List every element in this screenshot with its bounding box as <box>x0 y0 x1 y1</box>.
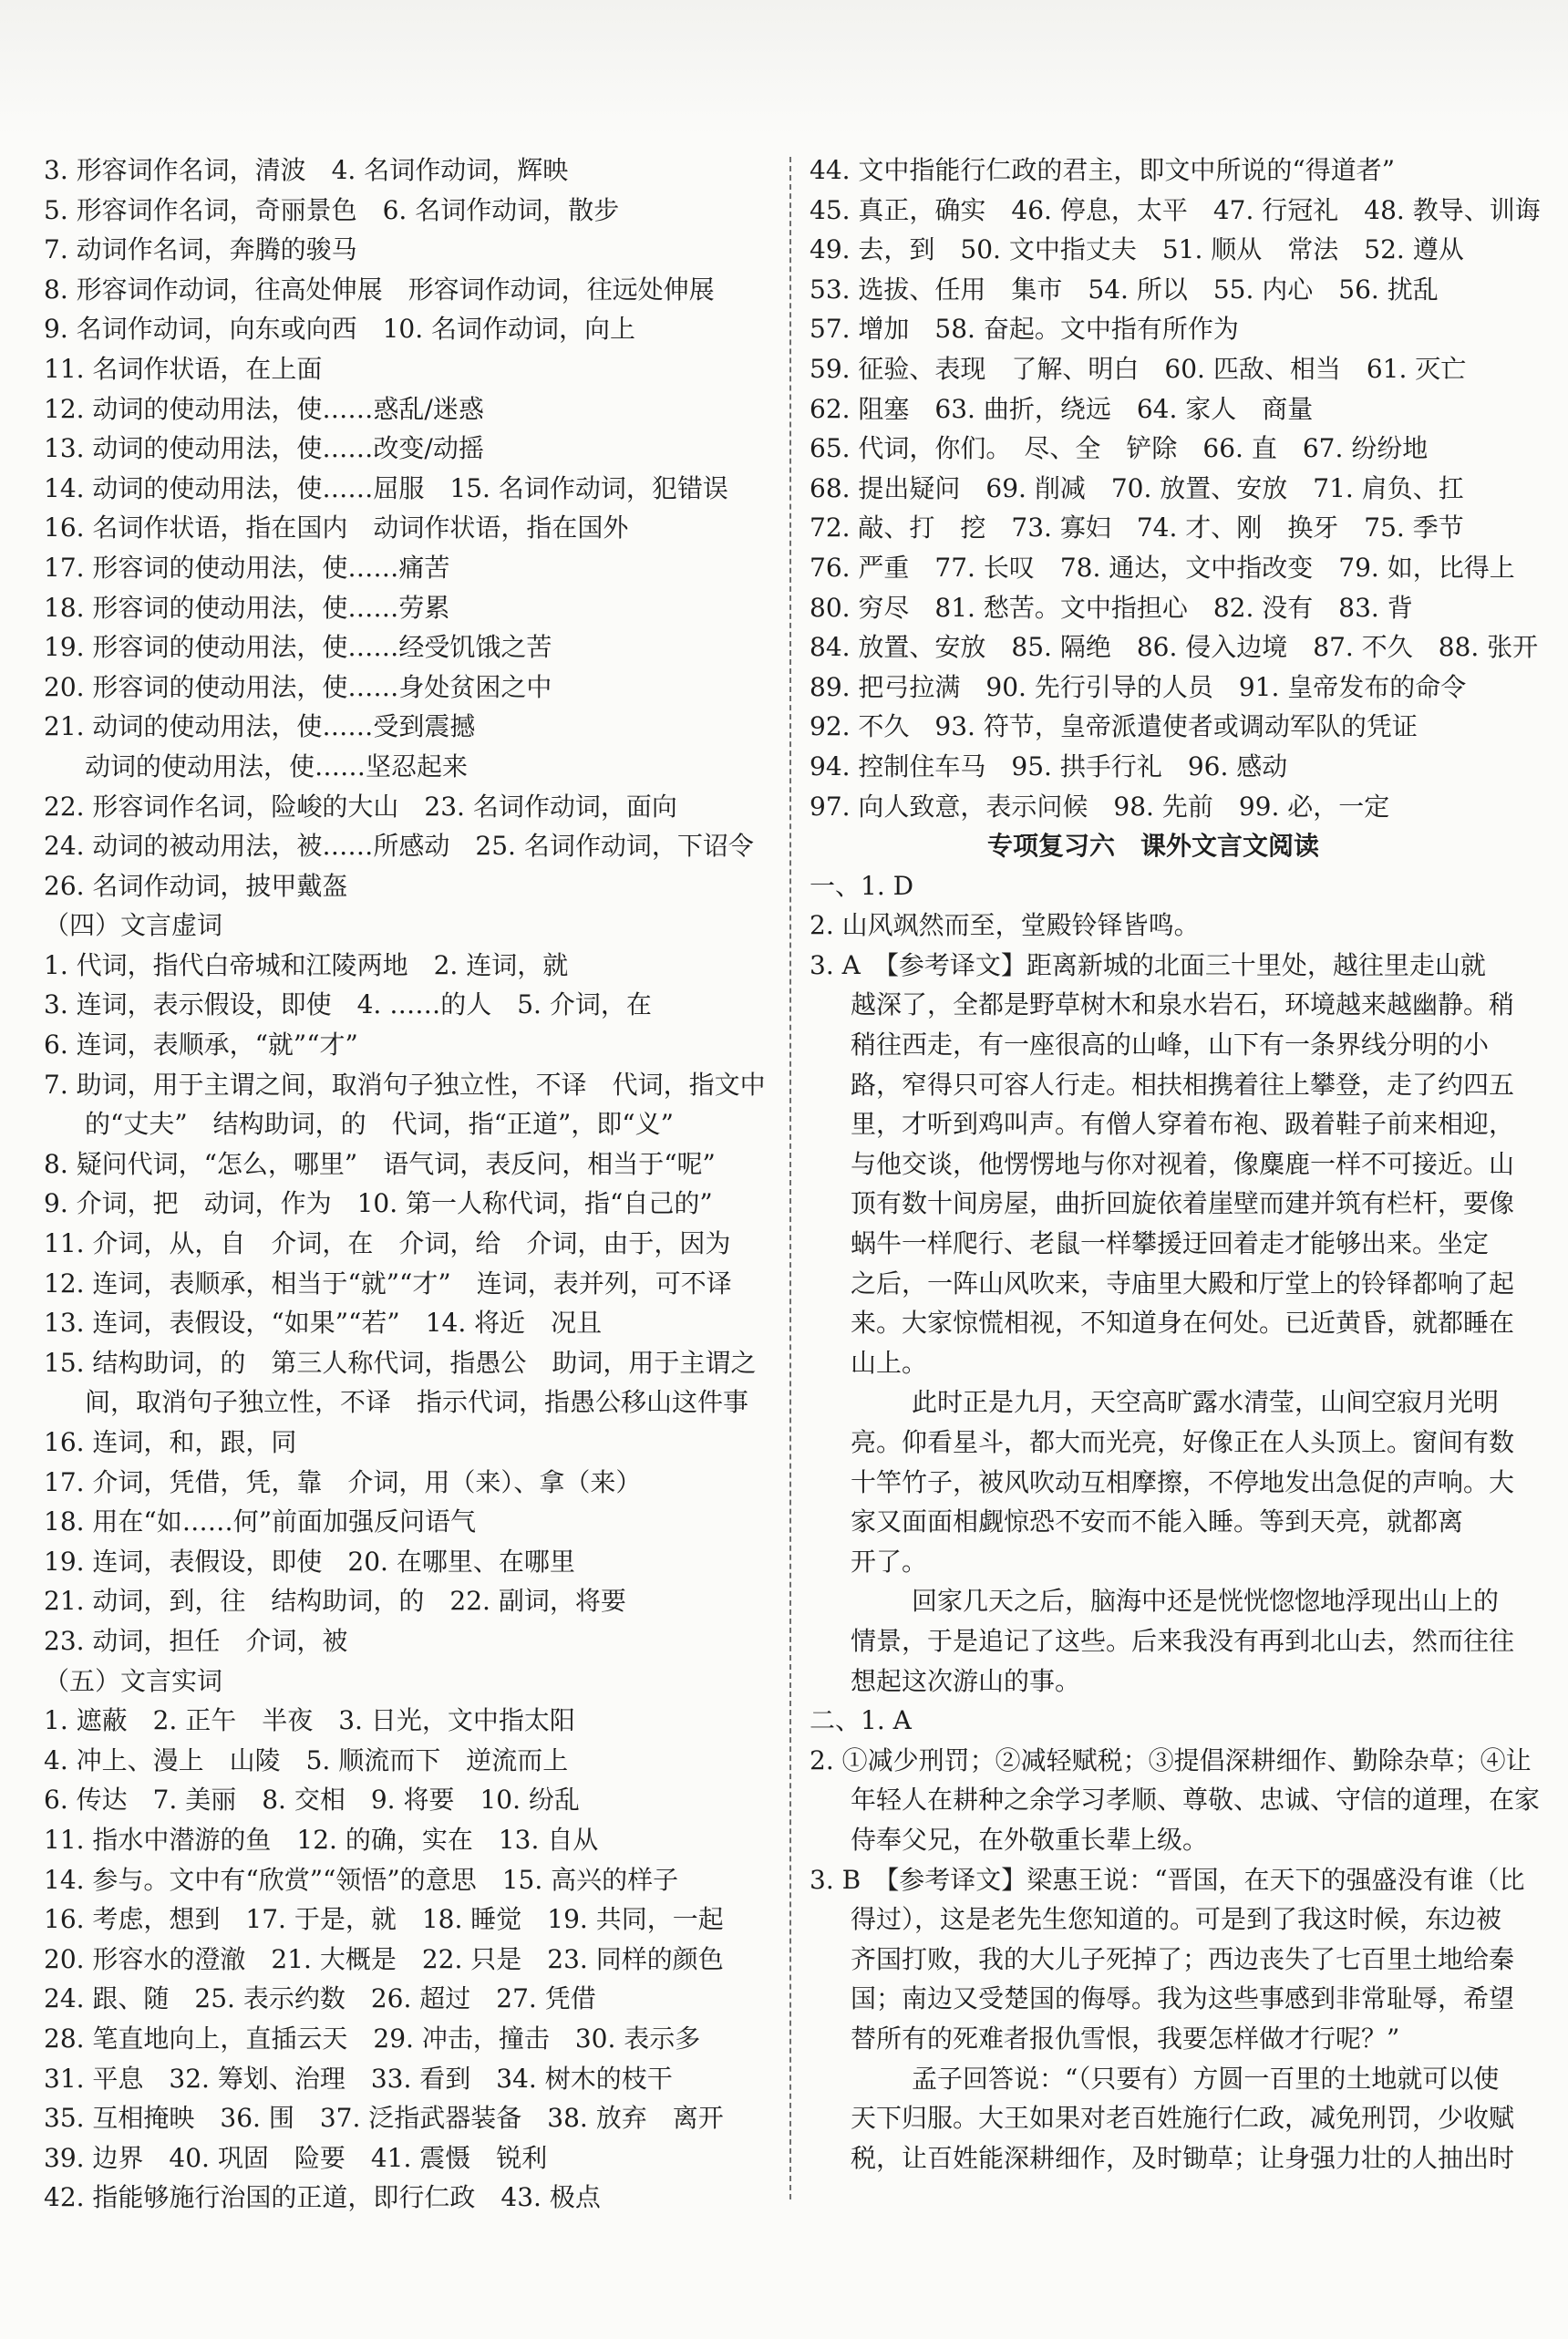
text-line: 1. 遮蔽 2. 正午 半夜 3. 日光，文中指太阳 <box>44 1705 575 1736</box>
text-line: 92. 不久 93. 符节，皇帝派遣使者或调动军队的凭证 <box>810 711 1418 742</box>
text-line: 72. 敲、打 挖 73. 寡妇 74. 才、刚 换牙 75. 季节 <box>810 512 1464 543</box>
text-line: 7. 动词作名词，奔腾的骏马 <box>44 234 357 265</box>
text-line: 8. 疑问代词，“怎么，哪里” 语气词，表反问，相当于“呢” <box>44 1148 716 1179</box>
text-line: 21. 动词，到，往 结构助词，的 22. 副词，将要 <box>44 1586 626 1617</box>
text-line: 4. 冲上、漫上 山陵 5. 顺流而下 逆流而上 <box>44 1744 569 1775</box>
text-line: 84. 放置、安放 85. 隔绝 86. 侵入边境 87. 不久 88. 张开 <box>810 632 1539 663</box>
text-line: 齐国打败，我的大儿子死掉了；西边丧失了七百里土地给秦 <box>851 1943 1515 1974</box>
text-line: 20. 形容水的澄澈 21. 大概是 22. 只是 23. 同样的颜色 <box>44 1943 724 1974</box>
text-line: 的“丈夫” 结构助词，的 代词，指“正道”，即“义” <box>85 1109 674 1140</box>
text-line: 53. 选拔、任用 集市 54. 所以 55. 内心 56. 扰乱 <box>810 274 1439 305</box>
text-line: 16. 考虑，想到 17. 于是，就 18. 睡觉 19. 共同，一起 <box>44 1904 724 1935</box>
text-line: 国；南边又受楚国的侮辱。我为这些事感到非常耻辱，希望 <box>851 1983 1515 2014</box>
text-line: 24. 跟、随 25. 表示约数 26. 超过 27. 凭借 <box>44 1983 596 2014</box>
text-line: 11. 名词作状语，在上面 <box>44 353 323 384</box>
text-line: 14. 参与。文中有“欣赏”“领悟”的意思 15. 高兴的样子 <box>44 1864 679 1895</box>
text-line: 17. 介词，凭借，凭，靠 介词，用（来）、拿（来） <box>44 1466 642 1497</box>
text-line: 11. 指水中潜游的鱼 12. 的确，实在 13. 自从 <box>44 1824 599 1855</box>
text-line: 动词的使动用法，使……坚忍起来 <box>85 750 469 781</box>
text-line: 亮。仰看星斗，都大而光亮，好像正在人头顶上。窗间有数 <box>851 1427 1515 1457</box>
text-line: 65. 代词，你们。 尽、全 铲除 66. 直 67. 纷纷地 <box>810 433 1429 464</box>
text-line: （五）文言实词 <box>44 1665 223 1696</box>
text-line: 6. 连词，表顺承，“就”“才” <box>44 1030 358 1061</box>
text-line: 2. 山风飒然而至，堂殿铃铎皆鸣。 <box>810 910 1200 941</box>
text-line: 3. 连词，表示假设，即使 4. ……的人 5. 介词，在 <box>44 989 652 1020</box>
text-line: 26. 名词作动词，披甲戴盔 <box>44 870 348 901</box>
text-line: 十竿竹子，被风吹动互相摩擦，不停地发出急促的声响。大 <box>851 1466 1515 1497</box>
text-line: 15. 结构助词，的 第三人称代词，指愚公 助词，用于主谓之 <box>44 1347 757 1378</box>
text-line: 一、1. D <box>810 870 914 901</box>
text-line: 17. 形容词的使动用法，使……痛苦 <box>44 552 450 583</box>
text-line: 20. 形容词的使动用法，使……身处贫困之中 <box>44 671 552 702</box>
text-line: 11. 介词，从，自 介词，在 介词，给 介词，由于，因为 <box>44 1228 731 1259</box>
text-line: 76. 严重 77. 长叹 78. 通达，文中指改变 79. 如，比得上 <box>810 552 1515 583</box>
text-line: 28. 笔直地向上，直插云天 29. 冲击，撞击 30. 表示多 <box>44 2023 701 2054</box>
text-line: 越深了，全都是野草树木和泉水岩石，环境越来越幽静。稍 <box>851 989 1515 1020</box>
text-line: 之后，一阵山风吹来，寺庙里大殿和厅堂上的铃铎都响了起 <box>851 1268 1515 1299</box>
text-line: 天下归服。大王如果对老百姓施行仁政，减免刑罚，少收赋 <box>851 2103 1515 2134</box>
text-line: 13. 动词的使动用法，使……改变/动摇 <box>44 433 484 464</box>
text-line: 16. 名词作状语，指在国内 动词作状语，指在国外 <box>44 512 629 543</box>
text-line: 二、1. A <box>810 1705 912 1736</box>
text-line: 5. 形容词作名词，奇丽景色 6. 名词作动词，散步 <box>44 194 620 225</box>
text-line: 31. 平息 32. 筹划、治理 33. 看到 34. 树木的枝干 <box>44 2063 673 2094</box>
text-line: 山上。 <box>851 1347 928 1378</box>
text-line: 94. 控制住车马 95. 拱手行礼 96. 感动 <box>810 750 1288 781</box>
text-line: 3. B 【参考译文】梁惠王说：“晋国，在天下的强盛没有谁（比 <box>810 1864 1525 1895</box>
text-line: 6. 传达 7. 美丽 8. 交相 9. 将要 10. 纷乱 <box>44 1785 580 1816</box>
text-line: 想起这次游山的事。 <box>851 1665 1081 1696</box>
text-line: 89. 把弓拉满 90. 先行引导的人员 91. 皇帝发布的命令 <box>810 671 1467 702</box>
text-line: 45. 真正，确实 46. 停息，太平 47. 行冠礼 48. 教导、训诲 <box>810 194 1541 225</box>
right-column <box>810 150 1541 2178</box>
text-line: 税，让百姓能深耕细作，及时锄草；让身强力壮的人抽出时 <box>851 2142 1515 2173</box>
text-line: 与他交谈，他愣愣地与你对视着，像麋鹿一样不可接近。山 <box>851 1148 1515 1179</box>
text-line: （四）文言虚词 <box>44 910 223 941</box>
page-header-band <box>0 0 1568 137</box>
text-line: 3. A 【参考译文】距离新城的北面三十里处，越往里走山就 <box>810 949 1486 980</box>
text-line: 18. 形容词的使动用法，使……劳累 <box>44 592 450 623</box>
text-line: 57. 增加 58. 奋起。文中指有所作为 <box>810 314 1239 345</box>
text-line: 23. 动词，担任 介词，被 <box>44 1625 348 1656</box>
text-line: 12. 连词，表顺承，相当于“就”“才” 连词，表并列，可不译 <box>44 1268 732 1299</box>
text-line: 19. 形容词的使动用法，使……经受饥饿之苦 <box>44 632 552 663</box>
text-line: 12. 动词的使动用法，使……惑乱/迷惑 <box>44 393 484 424</box>
text-line: 9. 介词，把 动词，作为 10. 第一人称代词，指“自己的” <box>44 1188 713 1219</box>
text-line: 来。大家惊慌相视，不知道身在何处。已近黄昏，就都睡在 <box>851 1308 1515 1339</box>
text-line: 里，才听到鸡叫声。有僧人穿着布袍、趿着鞋子前来相迎， <box>851 1109 1515 1140</box>
text-line: 开了。 <box>851 1546 928 1577</box>
text-line: 7. 助词，用于主谓之间，取消句子独立性，不译 代词，指文中 <box>44 1069 766 1100</box>
column-divider <box>789 157 791 2199</box>
text-line: 97. 向人致意，表示问候 98. 先前 99. 必，一定 <box>810 791 1390 822</box>
text-line: 顶有数十间房屋，曲折回旋依着崖壁而建并筑有栏杆，要像 <box>851 1188 1515 1219</box>
text-line: 年轻人在耕种之余学习孝顺、尊敬、忠诚、守信的道理，在家 <box>851 1785 1541 1816</box>
text-line: 80. 穷尽 81. 愁苦。文中指担心 82. 没有 83. 背 <box>810 592 1413 623</box>
text-line: 42. 指能够施行治国的正道，即行仁政 43. 极点 <box>44 2182 601 2213</box>
text-line: 8. 形容词作动词，往高处伸展 形容词作动词，往远处伸展 <box>44 274 715 305</box>
left-column <box>44 150 773 2218</box>
text-line: 39. 边界 40. 巩固 险要 41. 震慑 锐利 <box>44 2142 548 2173</box>
text-line: 2. ①减少刑罚；②减轻赋税；③提倡深耕细作、勤除杂草；④让 <box>810 1744 1532 1775</box>
text-line: 家又面面相觑惊恐不安而不能入睡。等到天亮，就都离 <box>851 1506 1464 1537</box>
text-line: 1. 代词，指代白帝城和江陵两地 2. 连词，就 <box>44 949 569 980</box>
text-line: 14. 动词的使动用法，使……屈服 15. 名词作动词，犯错误 <box>44 472 728 503</box>
text-line: 路，窄得只可容人行走。相扶相携着往上攀登，走了约四五 <box>851 1069 1515 1100</box>
text-line: 16. 连词，和，跟，同 <box>44 1427 297 1457</box>
text-line: 62. 阻塞 63. 曲折，绕远 64. 家人 商量 <box>810 393 1314 424</box>
text-line: 此时正是九月，天空高旷露水清莹，山间空寂月光明 <box>912 1387 1500 1418</box>
text-line: 68. 提出疑问 69. 削减 70. 放置、安放 71. 肩负、扛 <box>810 472 1464 503</box>
text-line: 回家几天之后，脑海中还是恍恍惚惚地浮现出山上的 <box>912 1586 1500 1617</box>
text-line: 35. 互相掩映 36. 围 37. 泛指武器装备 38. 放弃 离开 <box>44 2103 724 2134</box>
text-line: 18. 用在“如……何”前面加强反问语气 <box>44 1506 477 1537</box>
text-line: 44. 文中指能行仁政的君主，即文中所说的“得道者” <box>810 155 1396 185</box>
text-line: 3. 形容词作名词，清波 4. 名词作动词，辉映 <box>44 155 569 185</box>
text-line: 24. 动词的被动用法，被……所感动 25. 名词作动词，下诏令 <box>44 831 754 862</box>
text-line: 59. 征验、表现 了解、明白 60. 匹敌、相当 61. 灭亡 <box>810 353 1467 384</box>
text-line: 13. 连词，表假设，“如果”“若” 14. 将近 况且 <box>44 1308 603 1339</box>
text-line: 9. 名词作动词，向东或向西 10. 名词作动词，向上 <box>44 314 636 345</box>
text-line: 22. 形容词作名词，险峻的大山 23. 名词作动词，面向 <box>44 791 677 822</box>
text-line: 情景，于是追记了这些。后来我没有再到北山去，然而往往 <box>851 1625 1515 1656</box>
text-line: 替所有的死难者报仇雪恨，我要怎样做才行呢？” <box>851 2023 1400 2054</box>
text-line: 蜗牛一样爬行、老鼠一样攀援迂回着走才能够出来。坐定 <box>851 1228 1490 1259</box>
text-line: 49. 去，到 50. 文中指丈夫 51. 顺从 常法 52. 遵从 <box>810 234 1464 265</box>
text-line: 稍往西走，有一座很高的山峰，山下有一条界线分明的小 <box>851 1030 1490 1061</box>
text-line: 间，取消句子独立性，不译 指示代词，指愚公移山这件事 <box>85 1387 749 1418</box>
text-line: 19. 连词，表假设，即使 20. 在哪里、在哪里 <box>44 1546 575 1577</box>
section-heading: 专项复习六 课外文言文阅读 <box>987 831 1320 862</box>
text-line: 侍奉父兄，在外敬重长辈上级。 <box>851 1824 1209 1855</box>
text-line: 得过），这是老先生您知道的。可是到了我这时候，东边被 <box>851 1904 1502 1935</box>
text-line: 21. 动词的使动用法，使……受到震撼 <box>44 711 476 742</box>
text-line: 孟子回答说：“（只要有）方圆一百里的土地就可以使 <box>912 2063 1500 2094</box>
